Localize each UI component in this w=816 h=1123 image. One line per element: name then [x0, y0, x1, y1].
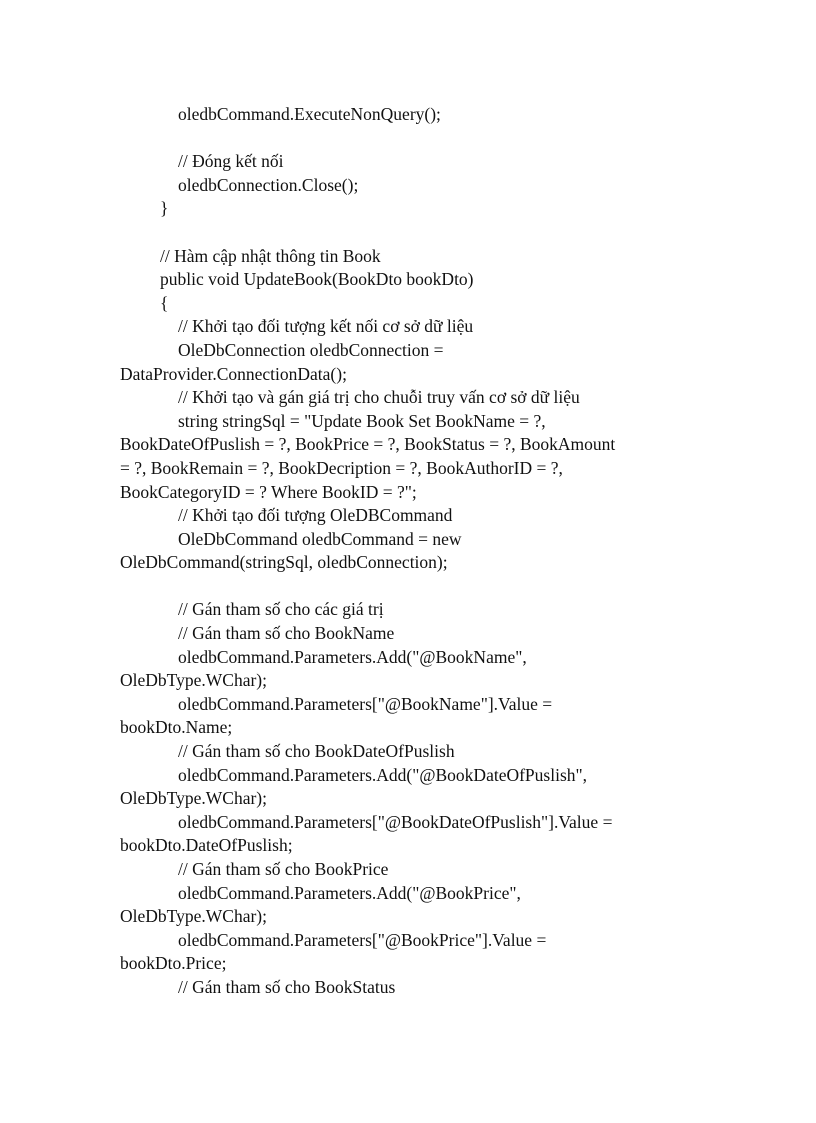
- code-line: oledbConnection.Close();: [178, 174, 359, 195]
- code-line: // Khởi tạo đối tượng OleDBCommand: [178, 505, 453, 526]
- code-line: = ?, BookRemain = ?, BookDecription = ?, BookAuthorID = ?,: [120, 457, 563, 478]
- code-line: oledbCommand.Parameters.Add("@BookPrice",: [178, 882, 521, 903]
- code-line: OleDbConnection oledbConnection =: [178, 339, 444, 360]
- code-line: oledbCommand.Parameters["@BookName"].Value =: [178, 693, 553, 714]
- code-line: OleDbType.WChar);: [120, 670, 267, 691]
- code-line: OleDbCommand oledbCommand = new: [178, 528, 462, 549]
- code-line: string stringSql = "Update Book Set BookName = ?,: [178, 410, 546, 431]
- blank-line: [120, 127, 760, 151]
- code-line: // Khởi tạo đối tượng kết nối cơ sở dữ liệu: [178, 316, 474, 337]
- code-line: public void UpdateBook(BookDto bookDto): [160, 269, 474, 290]
- code-line: // Gán tham số cho BookStatus: [178, 976, 396, 997]
- code-line: // Gán tham số cho BookPrice: [178, 859, 389, 879]
- code-line: // Gán tham số cho các giá trị: [178, 599, 384, 620]
- code-line: BookDateOfPuslish = ?, BookPrice = ?, BookStatus = ?, BookAmount: [120, 434, 616, 455]
- code-line: bookDto.Name;: [120, 717, 233, 738]
- blank-line: [120, 575, 760, 599]
- code-line: DataProvider.ConnectionData();: [120, 363, 347, 384]
- code-listing: [120, 103, 760, 1000]
- blank-line: [120, 221, 760, 245]
- code-line: oledbCommand.ExecuteNonQuery();: [178, 104, 441, 124]
- code-line: oledbCommand.Parameters.Add("@BookDateOfPuslish",: [178, 764, 588, 785]
- code-line: // Gán tham số cho BookDateOfPuslish: [178, 741, 455, 762]
- code-line: bookDto.DateOfPuslish;: [120, 835, 293, 856]
- code-line: {: [160, 292, 169, 313]
- code-line: oledbCommand.Parameters.Add("@BookName",: [178, 646, 527, 667]
- code-line: // Gán tham số cho BookName: [178, 623, 395, 644]
- code-line: }: [160, 198, 169, 219]
- code-line: // Đóng kết nối: [178, 151, 284, 172]
- code-line: OleDbCommand(stringSql, oledbConnection);: [120, 552, 448, 573]
- code-line: BookCategoryID = ? Where BookID = ?";: [120, 481, 417, 502]
- code-line: bookDto.Price;: [120, 953, 227, 974]
- code-line: OleDbType.WChar);: [120, 906, 267, 927]
- code-line: oledbCommand.Parameters["@BookPrice"].Value =: [178, 929, 547, 950]
- code-line: oledbCommand.Parameters["@BookDateOfPuslish"].Value =: [178, 811, 613, 832]
- code-line: // Hàm cập nhật thông tin Book: [160, 245, 381, 266]
- code-line: OleDbType.WChar);: [120, 788, 267, 809]
- code-line: // Khởi tạo và gán giá trị cho chuỗi truy vấn cơ sở dữ liệu: [178, 387, 580, 408]
